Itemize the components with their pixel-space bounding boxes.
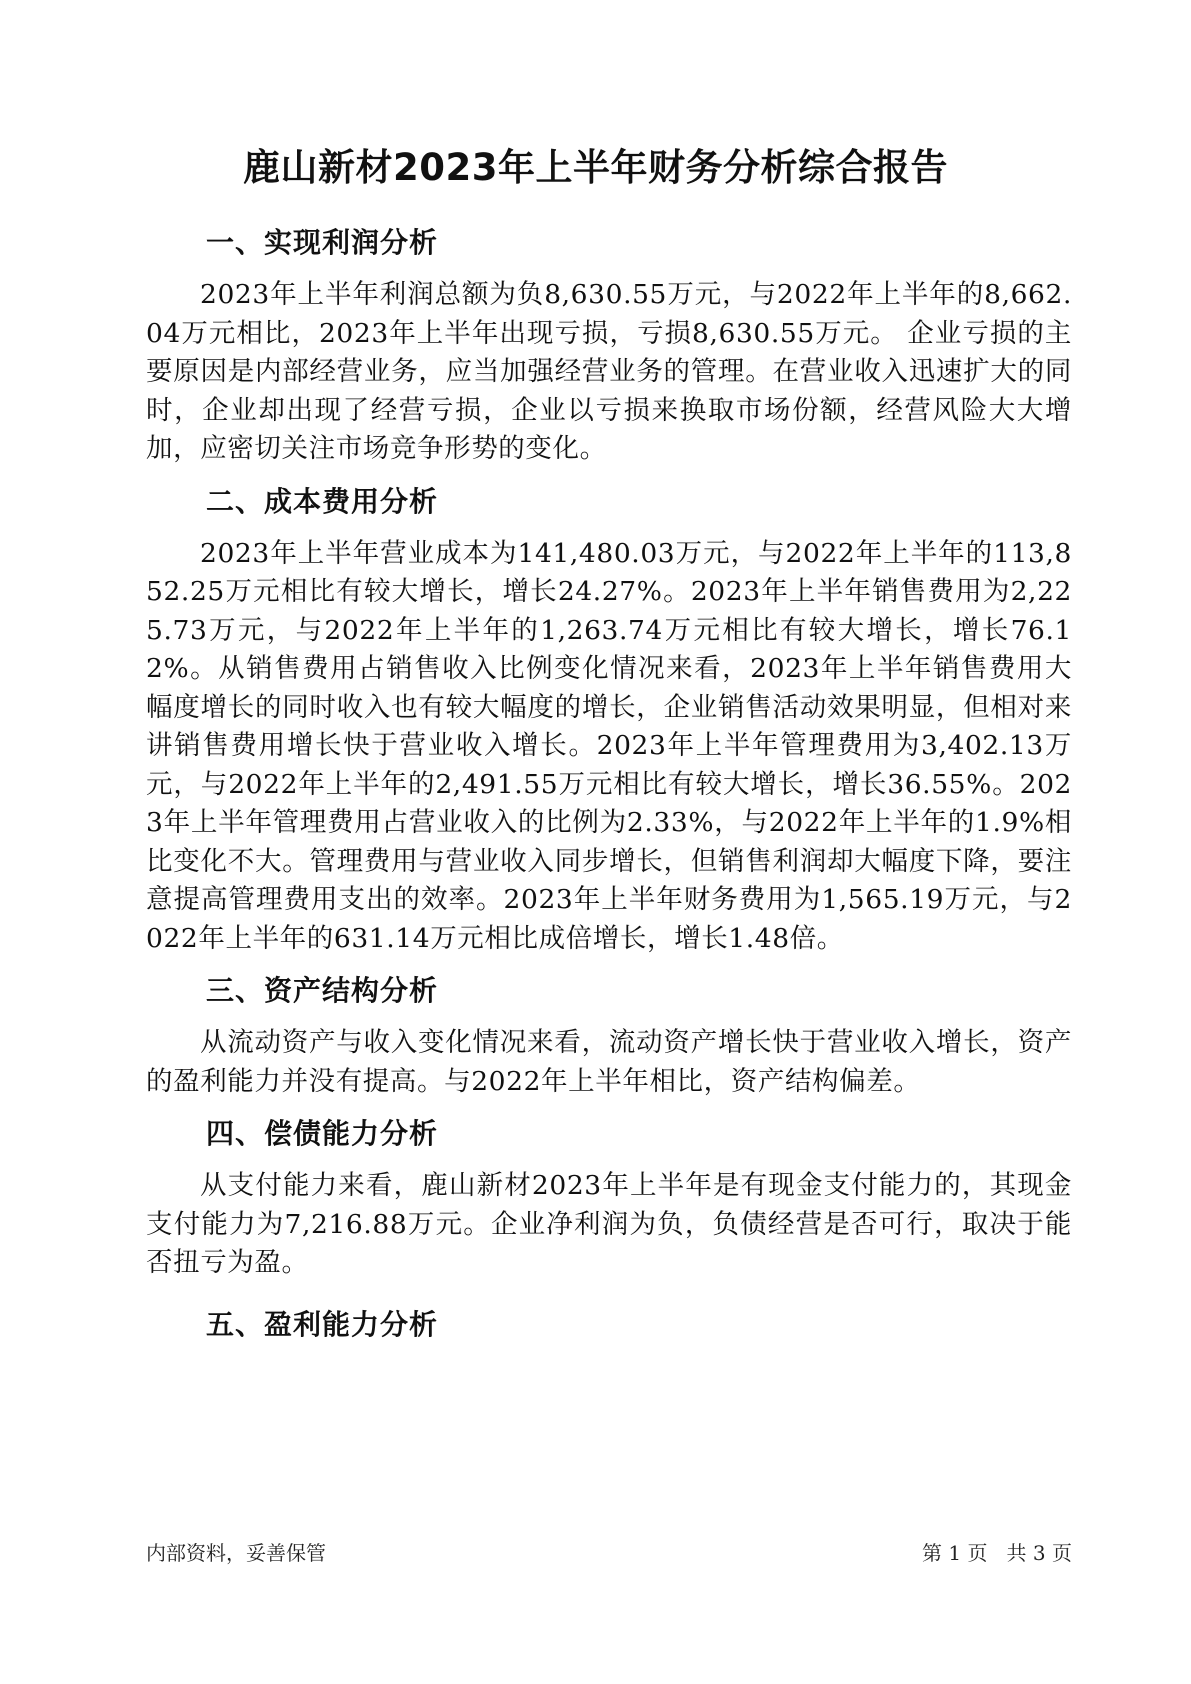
section-heading: 三、资产结构分析: [206, 974, 439, 1007]
section-paragraph: 从流动资产与收入变化情况来看，流动资产增长快于营业收入增长，资产的盈利能力并没有提高。与2022年上半年相比，资产结构偏差。: [146, 1027, 1072, 1097]
page-number: 第 1 页 共 3 页: [922, 1541, 1072, 1565]
report-content: [146, 223, 1072, 1358]
section-cost-analysis: [146, 482, 1072, 959]
confidentiality-note: 内部资料，妥善保管: [146, 1541, 326, 1565]
section-paragraph: 2023年上半年营业成本为141,480.03万元，与2022年上半年的113,852.25万元相比有较大增长，增长24.27%。2023年上半年销售费用为2,225.73万元，与2022年上半年的1,263.74万元相比有较大增长，增长76.12%。从销售费用占销售收入比例变化情况来看，2023年上半年销售费用大幅度增长的同时收入也有较大幅度的增长，企业销售活动效果明显，但相对来讲销售费用增长快于营业收入增长。2023年上半年管理费用为3,402.13万元，与2022年上半年的2,491.55万元相比有较大增长，增长36.55%。2023年上半年管理费用占营业收入的比例为2.33%，与2022年上半年的1.9%相比变化不大。管理费用与营业收入同步增长，但销售利润却大幅度下降，要注意提高管理费用支出的效率。2023年上半年财务费用为1,565.19万元，与2022年上半年的631.14万元相比成倍增长，增长1.48倍。: [146, 537, 1072, 954]
section-profit-analysis: [146, 223, 1072, 469]
section-asset-structure-analysis: [146, 971, 1072, 1101]
section-solvency-analysis: [146, 1114, 1072, 1283]
section-heading: 四、偿债能力分析: [206, 1117, 439, 1150]
section-heading: 五、盈利能力分析: [206, 1307, 439, 1341]
section-paragraph: 2023年上半年利润总额为负8,630.55万元，与2022年上半年的8,662.04万元相比，2023年上半年出现亏损，亏损8,630.55万元。 企业亏损的主要原因是内部经营业务，应当加强经营业务的管理。在营业收入迅速扩大的同时，企业却出现了经营亏损，企业以亏损来换取市场份额，经营风险大大增加，应密切关注市场竞争形势的变化。: [146, 279, 1072, 464]
section-heading: 一、实现利润分析: [206, 226, 439, 259]
section-profitability-analysis: [146, 1305, 1072, 1345]
document-title: 鹿山新材2023年上半年财务分析综合报告: [243, 146, 948, 189]
section-paragraph: 从支付能力来看，鹿山新材2023年上半年是有现金支付能力的，其现金支付能力为7,216.88万元。企业净利润为负，负债经营是否可行，取决于能否扭亏为盈。: [146, 1170, 1072, 1278]
section-heading: 二、成本费用分析: [206, 484, 439, 518]
